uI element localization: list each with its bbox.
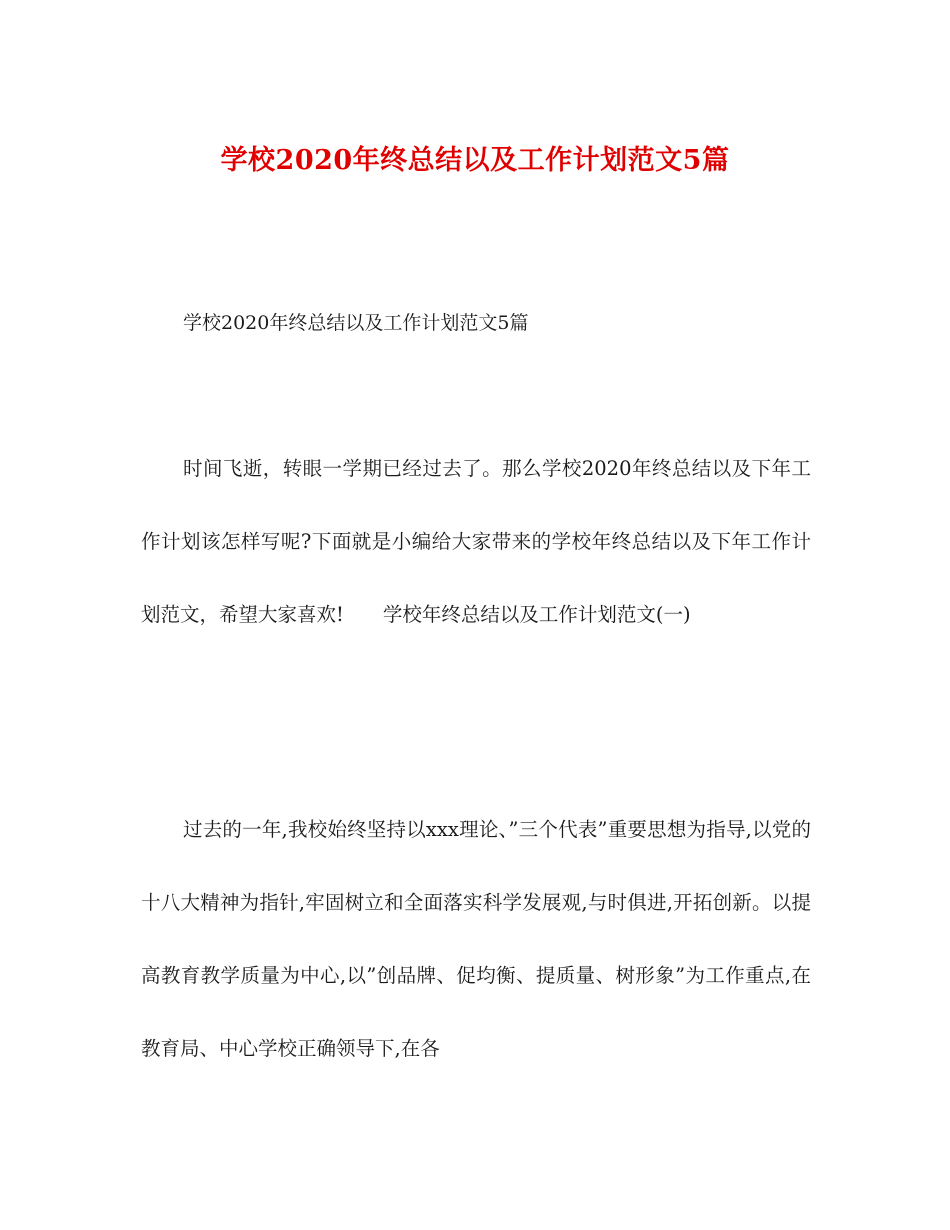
document-title: 学校2020年终总结以及工作计划范文5篇: [220, 145, 730, 176]
paragraph-body: 过去的一年,我校始终坚持以xxx理论、”三个代表”重要思想为指导,以党的十八大精神为指针,牢固树立和全面落实科学发展观,与时俱进,开拓创新。以提高教育教学质量为中心,以”创品牌、促均衡、提质量、树形象”为工作重点,在教育局、中心学校正确领导下,在各: [141, 818, 811, 1060]
document-subtitle: 学校2020年终总结以及工作计划范文5篇: [183, 312, 529, 334]
paragraph-intro: 时间飞逝，转眼一学期已经过去了。那么学校2020年终总结以及下年工作计划该怎样写呢?下面就是小编给大家带来的学校年终总结以及下年工作计划范文，希望大家喜欢! 学校年终总结以及工作计划范文(一): [141, 457, 811, 626]
